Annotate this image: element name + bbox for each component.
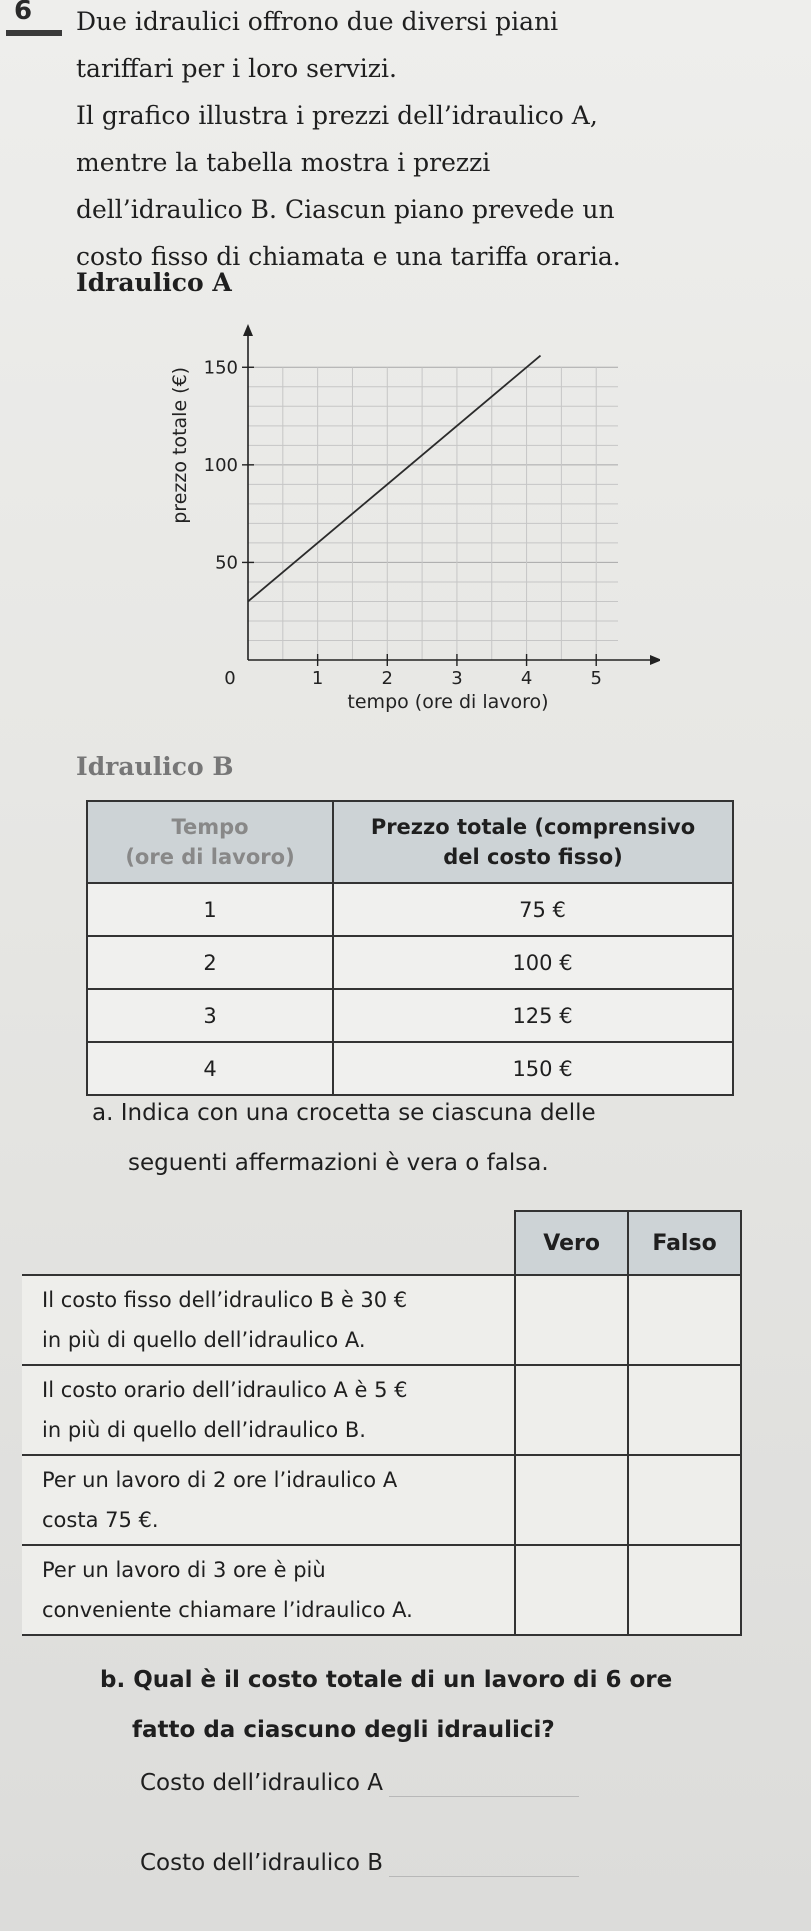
x-tick-label: 2: [381, 668, 394, 689]
statement-line: in più di quello dell’idraulico B.: [42, 1418, 366, 1442]
x-tick-label: 3: [451, 668, 463, 689]
x-axis-arrow-icon: [650, 655, 660, 665]
intro-line: tariffari per i loro servizi.: [76, 54, 397, 83]
answer-plumber-a-field[interactable]: [389, 1770, 579, 1797]
tf-header-blank: [22, 1211, 515, 1275]
y-axis-title: prezzo totale (€): [169, 366, 191, 524]
x-tick-label: 1: [311, 668, 324, 689]
y-tick-label: 50: [215, 552, 238, 574]
problem-number-underline: [6, 30, 62, 36]
table-row: [87, 936, 733, 989]
statement-line: Il costo orario dell’idraulico A è 5 €: [42, 1378, 408, 1402]
statement-row: [22, 1275, 741, 1365]
statement-text: [22, 1365, 515, 1455]
question-b: [100, 1655, 672, 1755]
statement-line: costa 75 €.: [42, 1508, 159, 1532]
intro-line: Due idraulici offrono due diversi piani: [76, 7, 559, 36]
cell-price: 100 €: [333, 936, 733, 989]
cell-price: 75 €: [333, 883, 733, 936]
column-header-time-line: Tempo: [171, 815, 249, 839]
column-header-price-line: del costo fisso): [443, 845, 623, 869]
true-checkbox[interactable]: [515, 1455, 628, 1545]
false-checkbox[interactable]: [628, 1365, 741, 1455]
cell-hours: 3: [87, 989, 333, 1042]
column-header-time: [87, 801, 333, 883]
statement-row: [22, 1365, 741, 1455]
statement-row: [22, 1455, 741, 1545]
column-header-false: Falso: [628, 1211, 741, 1275]
series-line: [248, 356, 541, 602]
statement-text: [22, 1545, 515, 1635]
statement-line: Per un lavoro di 3 ore è più: [42, 1558, 326, 1582]
column-header-total-price: [333, 801, 733, 883]
cell-hours: 2: [87, 936, 333, 989]
intro-line: mentre la tabella mostra i prezzi: [76, 148, 491, 177]
section-title-plumber-b: Idraulico B: [76, 752, 234, 781]
statement-text: [22, 1455, 515, 1545]
column-header-price-line: Prezzo totale (comprensivo: [370, 815, 696, 839]
x-tick-label: 5: [590, 668, 602, 689]
intro-line: dell’idraulico B. Ciascun piano prevede un: [76, 195, 615, 224]
y-axis-arrow-icon: [243, 324, 253, 336]
answer-plumber-b-field[interactable]: [389, 1850, 579, 1877]
question-a-line: a. Indica con una crocetta se ciascuna delle: [92, 1100, 596, 1126]
answer-plumber-a-label: Costo dell’idraulico A: [140, 1770, 384, 1796]
intro-line: Il grafico illustra i prezzi dell’idraulico A,: [76, 101, 598, 130]
statement-line: conveniente chiamare l’idraulico A.: [42, 1598, 413, 1622]
answer-plumber-b: [140, 1850, 579, 1877]
x-axis-title: tempo (ore di lavoro): [347, 691, 549, 713]
statement-line: in più di quello dell’idraulico A.: [42, 1328, 366, 1352]
y-tick-label: 100: [203, 454, 238, 476]
statement-line: Il costo fisso dell’idraulico B è 30 €: [42, 1288, 408, 1312]
true-checkbox[interactable]: [515, 1545, 628, 1635]
plumber-b-price-table: [86, 800, 734, 1096]
problem-number: 6: [14, 0, 33, 26]
y-tick-label: 150: [203, 357, 238, 379]
true-checkbox[interactable]: [515, 1275, 628, 1365]
x-tick-label: 4: [520, 668, 533, 689]
cell-price: 125 €: [333, 989, 733, 1042]
table-row: [87, 989, 733, 1042]
section-title-plumber-a: Idraulico A: [76, 268, 232, 297]
statement-text: [22, 1275, 515, 1365]
plumber-a-line-chart: [140, 318, 660, 728]
cell-hours: 1: [87, 883, 333, 936]
question-a: [92, 1088, 596, 1188]
true-checkbox[interactable]: [515, 1365, 628, 1455]
answer-plumber-b-label: Costo dell’idraulico B: [140, 1850, 384, 1876]
column-header-time-line: (ore di lavoro): [125, 845, 295, 869]
question-b-line: fatto da ciascuno degli idraulici?: [132, 1717, 555, 1743]
question-a-line: seguenti affermazioni è vera o falsa.: [128, 1150, 549, 1176]
statement-row: [22, 1545, 741, 1635]
problem-intro: [76, 0, 796, 280]
false-checkbox[interactable]: [628, 1275, 741, 1365]
cell-hours: 4: [87, 1042, 333, 1095]
tf-header-row: [22, 1211, 741, 1275]
column-header-true: Vero: [515, 1211, 628, 1275]
intro-line: costo fisso di chiamata e una tariffa oraria.: [76, 242, 621, 271]
question-b-line: b. Qual è il costo totale di un lavoro di 6 ore: [100, 1667, 673, 1693]
answer-plumber-a: [140, 1770, 579, 1797]
x-tick-label: 0: [224, 668, 236, 689]
cell-price: 150 €: [333, 1042, 733, 1095]
false-checkbox[interactable]: [628, 1455, 741, 1545]
table-row: [87, 883, 733, 936]
table-header-row: [87, 801, 733, 883]
true-false-table: [22, 1210, 742, 1636]
false-checkbox[interactable]: [628, 1545, 741, 1635]
statement-line: Per un lavoro di 2 ore l’idraulico A: [42, 1468, 398, 1492]
